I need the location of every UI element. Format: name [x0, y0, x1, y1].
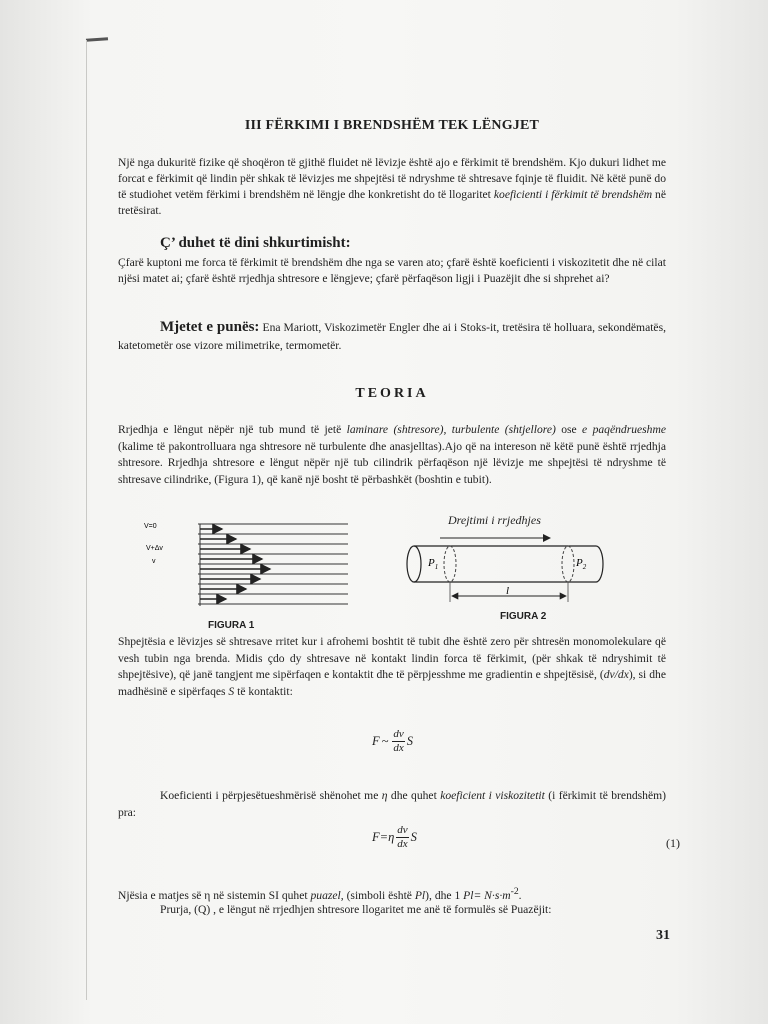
fig2-sections [444, 546, 574, 582]
formula2-coef: η [388, 830, 395, 844]
theory2-c: ), si dhe madhësinë e sipërfaqes [118, 668, 666, 698]
figure-2-diagram [400, 510, 650, 610]
fig1-label-vdv: V+Δv [146, 545, 163, 552]
page-number: 31 [656, 928, 670, 943]
unit-a: Njësia e matjes së η në sistemin SI quhet [118, 888, 311, 902]
theory1-e: (kalime të pakontrolluara nga shtresore në turbulente dhe anasjelltas).Ajo që na intereson në këtë punë është rrjedhja shtresore. Rrjedhja shtresore e lëngut nëpër një tub cilindrik përfaqëson një lëvizje me shpejtësi të ndryshme të shtresave cilindrike, (Figura 1), që kanë një bosht të përbashkët (boshtin e tubit). [118, 439, 666, 486]
theory1-b: laminare (shtresore), turbulente (shtjellore) [346, 423, 556, 436]
formula1-fraction [392, 728, 404, 755]
theory2-d: S [228, 684, 235, 698]
intro-tail: në tretësirat. [118, 188, 666, 217]
figure-1-diagram [138, 516, 358, 616]
unit-c: (simboli është [343, 888, 415, 902]
theory3-c: dhe quhet [387, 789, 441, 802]
formula1-den: dx [393, 742, 404, 754]
formula1-lhs: F [372, 734, 380, 748]
theory1-a: Rrjedhja e lëngut nëpër një tub mund të jetë [118, 423, 347, 436]
formula2-rel: = [379, 830, 389, 844]
fig1-label-v: v [152, 558, 156, 565]
formula1-num: dv [393, 728, 404, 740]
theory3-d: koeficient i viskozitetit [440, 789, 545, 802]
formula1-rel: ~ [381, 734, 389, 748]
equation-number: (1) [666, 836, 680, 850]
theory2-a: Shpejtësia e lëvizjes së shtresave rritet kur i afrohemi boshtit të tubit dhe është zero për shtresën monomolekulare që vesh tubin nga brenda. Midis çdo dy shtresave në kontakt lindin forca të fërkimit, (për shkak të ndryshimit të shpejtësive), që janë tangjent me sipërfaqen e kontaktit dhe të përpjesshme me gradientin e shpejtësisë, ( [118, 635, 666, 681]
figure-2-title: Drejtimi i rrjedhjes [448, 513, 541, 527]
fig2-label-p2: $P_2$ [576, 557, 587, 571]
theory3-a: Koeficienti i përpjesëtueshmërisë shënohet me [160, 789, 382, 802]
unit-f: Pl= N·s·m [463, 888, 511, 902]
fig2-length-label: l [506, 585, 510, 597]
fig1-label-v0: V=0 [144, 523, 157, 530]
theory3-e: (i fërkimit të brendshëm) pra: [118, 789, 666, 819]
intro-paragraph [118, 155, 666, 219]
intro-emphasis: koeficienti i fërkimit të brendshëm [493, 188, 653, 201]
theory-paragraph-3 [118, 788, 666, 821]
unit-line [118, 884, 666, 904]
unit-d: Pl [414, 888, 426, 902]
theory-paragraph-1 [118, 422, 666, 488]
theory3-b: η [381, 789, 388, 802]
formula1-rhs: S [406, 734, 414, 748]
tools-text: Ena Mariott, Viskozimetër Engler dhe ai i Stoks-it, tretësira të holluara, sekondëmatës, katetometër ose vizore milimetrike, termometër. [118, 321, 666, 352]
know-heading: Ç’ duhet të dini shkurtimisht: [160, 235, 351, 251]
theory1-c: ose [555, 423, 583, 436]
tools-paragraph [118, 318, 666, 355]
theory2-e: të kontaktit: [234, 684, 293, 698]
theory-paragraph-2 [118, 634, 666, 700]
formula-viscosity [372, 824, 417, 851]
formula2-num: dv [397, 824, 408, 836]
theory-heading: TEORIA [355, 386, 429, 401]
chapter-title: III FËRKIMI I BRENDSHËM TEK LËNGJET [244, 118, 540, 133]
unit-e: ), dhe 1 [425, 888, 464, 902]
know-paragraph: Çfarë kuptoni me forca të fërkimit të brendshëm dhe nga se varen ato; çfarë është koeficienti i viskozitetit dhe në cilat njësi matet ai; çfarë është rrjedhja shtresore e lëngjeve; çfarë përfaqëson ligji i Puazëjit dhe si shprehet ai? [118, 256, 666, 285]
formula2-den: dx [397, 838, 408, 850]
fig1-layer-lines [198, 524, 348, 604]
unit-b: puazel, [310, 888, 344, 902]
tools-label: Mjetet e punës: [160, 319, 260, 335]
unit-h: . [518, 888, 522, 902]
figure-1-caption: FIGURA 1 [208, 620, 255, 631]
unit-exponent: -2 [510, 886, 519, 897]
fig2-label-p1: $P_1$ [428, 557, 439, 571]
page-edge-shadow [86, 40, 87, 1000]
formula2-rhs: S [410, 830, 417, 844]
formula-proportional [372, 728, 413, 755]
formula2-fraction [396, 824, 408, 851]
formula2-lhs: F [372, 830, 380, 844]
theory1-d: e paqëndrueshme [582, 423, 666, 436]
figure-2-caption: FIGURA 2 [500, 611, 547, 622]
intro-text: Një nga dukuritë fizike që shoqëron të gjithë fluidet në lëvizje është ajo e fërkimit të brendshëm. Kjo dukuri lidhet me forcat e fërkimit që lindin për shkak të lëvizjes me shpejtësi të ndryshme të shtresave fqinje të fluidit. Në këtë punë do të studiohet vetëm fërkimi i brendshëm në lëngje dhe konkretisht do të llogaritet [118, 156, 666, 201]
flow-line: Prurja, (Q) , e lëngut në rrjedhjen shtresore llogaritet me anë të formulës së Puazëjit: [160, 903, 552, 916]
corner-mark [86, 37, 108, 42]
theory2-b: dv/dx [603, 668, 629, 681]
